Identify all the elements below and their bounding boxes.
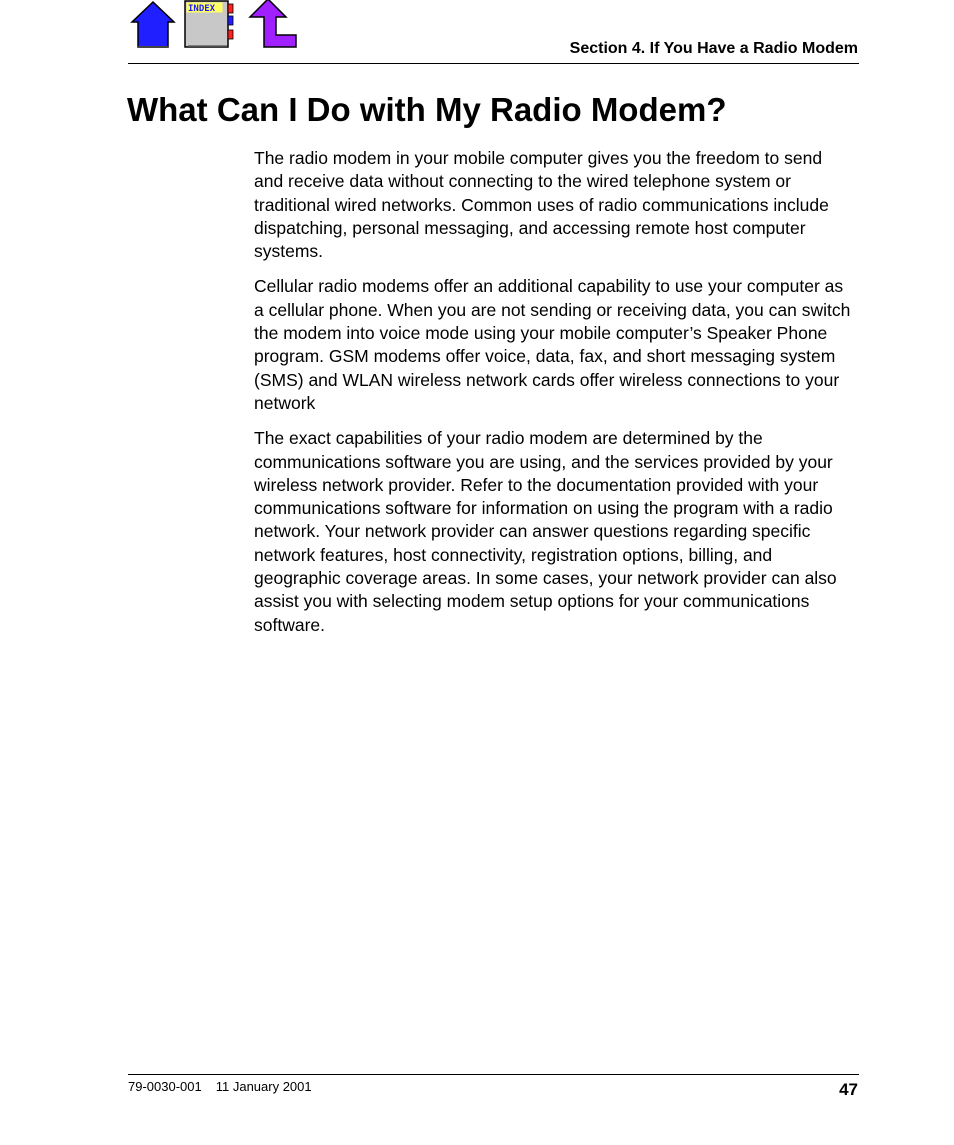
paragraph: The radio modem in your mobile computer gives you the freedom to send and receive data without connecting to the wired telephone system or traditional wired networks. Common uses of radio communications include dispatching, personal messaging, and accessing remote host computer systems.	[254, 148, 829, 262]
document-number: 79-0030-001	[128, 1079, 202, 1094]
footer-info	[128, 1079, 312, 1094]
home-icon[interactable]	[130, 0, 176, 53]
paragraph: Cellular radio modems offer an additional capability to use your computer as a cellular phone. When you are not sending or receiving data, you can switch the modem into voice mode using your mobile computer’s Speaker Phone program. GSM modems offer voice, data, fax, and short messaging system (SMS) and WLAN wireless network cards offer wireless connections to your network	[254, 276, 851, 413]
index-book-icon[interactable]	[184, 0, 234, 53]
navigation-bar	[130, 2, 298, 54]
paragraph: The exact capabilities of your radio modem are determined by the communications software you are using, and the services provided by your wireless network provider. Refer to the documentation provided with your communications software for information on using the program with a radio network. Your network provider can answer questions regarding specific network features, host connectivity, registration options, billing, and geographic coverage areas. In some cases, your network provider can also assist you with selecting modem setup options for your communications software.	[254, 428, 837, 635]
body-text	[254, 147, 854, 649]
page-number: 47	[839, 1080, 858, 1099]
footer-divider	[128, 1074, 859, 1075]
section-header: Section 4. If You Have a Radio Modem	[569, 40, 858, 57]
header-divider	[128, 63, 859, 64]
up-arrow-icon[interactable]	[248, 0, 298, 54]
page-title: What Can I Do with My Radio Modem?	[127, 91, 727, 128]
index-label: INDEX	[188, 4, 216, 14]
document-date: 11 January 2001	[215, 1079, 312, 1094]
